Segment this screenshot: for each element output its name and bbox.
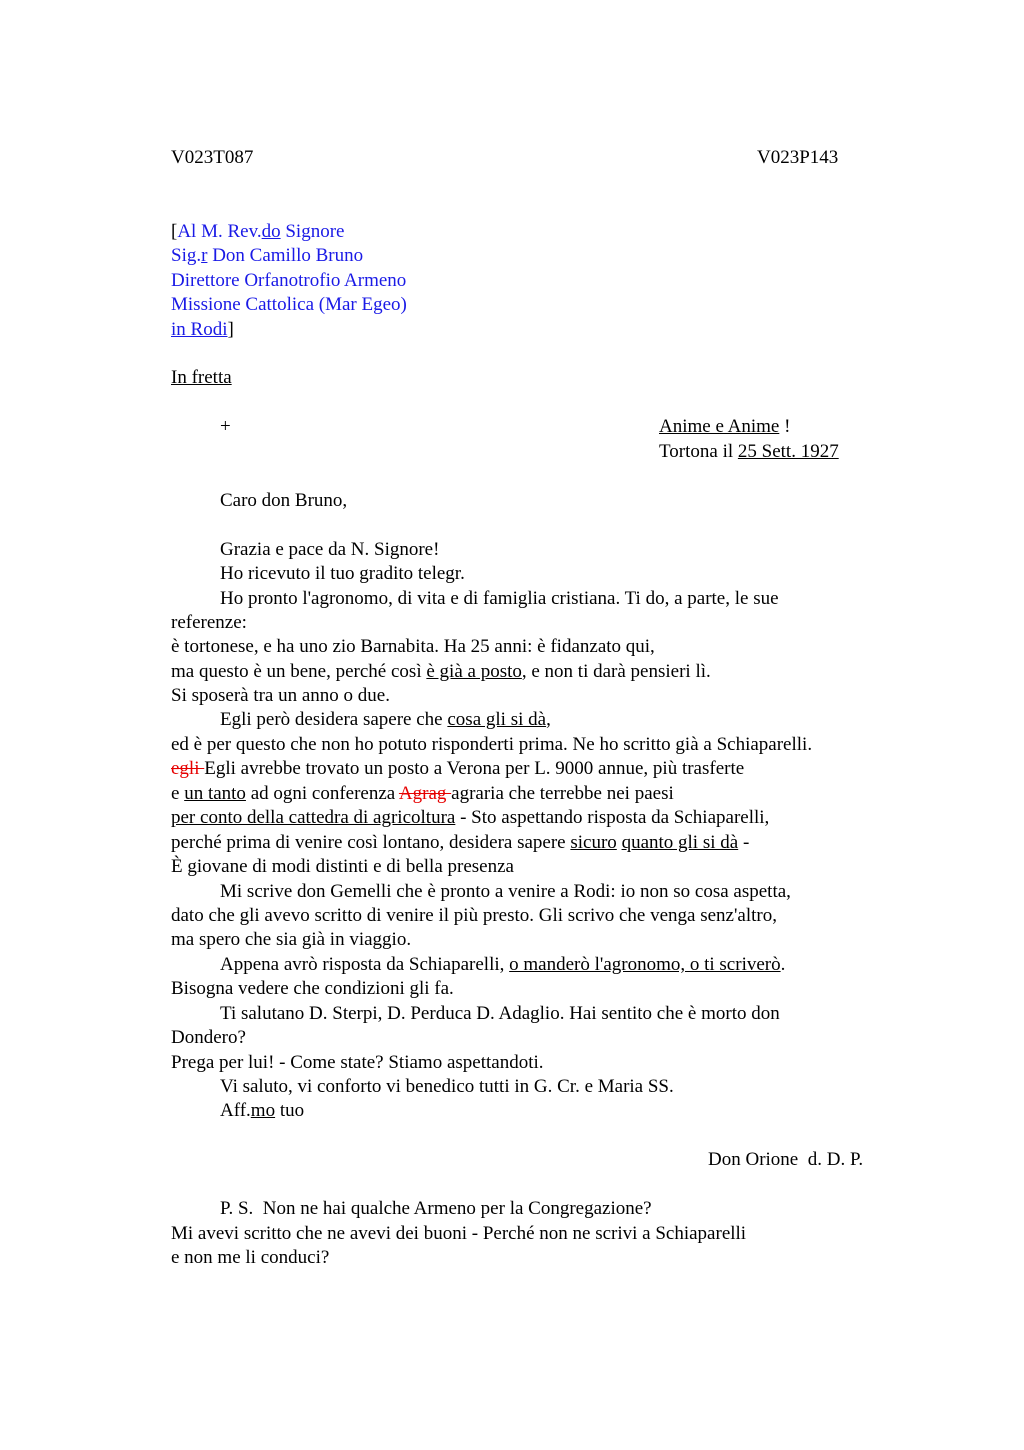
body-line: È giovane di modi distinti e di bella presenza: [171, 856, 514, 877]
postscript-line: P. S. Non ne hai qualche Armeno per la Congregazione?: [220, 1198, 652, 1219]
body-line: Mi scrive don Gemelli che è pronto a venire a Rodi: io non so cosa aspetta,: [220, 881, 791, 902]
body-line: per conto della cattedra di agricoltura - Sto aspettando risposta da Schiaparelli,: [171, 807, 770, 828]
body-line: e un tanto ad ogni conferenza Agrag agraria che terrebbe nei paesi: [171, 783, 674, 804]
postscript-line: e non me li conduci?: [171, 1247, 330, 1268]
body-line: ma spero che sia già in viaggio.: [171, 929, 412, 950]
address-line-2: Sig.r Don Camillo Bruno: [171, 245, 364, 266]
address-line-3: Direttore Orfanotrofio Armeno: [171, 270, 407, 291]
deleted-text: Agrag: [398, 783, 452, 804]
address-line-5: in Rodi]: [171, 319, 234, 340]
deleted-text: egli: [171, 758, 205, 779]
body-line: referenze:: [171, 612, 247, 633]
document-code-left: V023T087: [171, 147, 254, 168]
motto: Anime e Anime !: [659, 416, 791, 437]
urgency-note: In fretta: [171, 367, 232, 388]
address-line-4: Missione Cattolica (Mar Egeo): [171, 294, 407, 315]
place-date: Tortona il 25 Sett. 1927: [659, 441, 839, 462]
body-line: è tortonese, e ha uno zio Barnabita. Ha 25 anni: è fidanzato qui,: [171, 636, 655, 657]
body-line: dato che gli avevo scritto di venire il più presto. Gli scrivo che venga senz'altro,: [171, 905, 777, 926]
body-line: Si sposerà tra un anno o due.: [171, 685, 390, 706]
body-line: Aff.mo tuo: [220, 1100, 305, 1121]
body-line: Prega per lui! - Come state? Stiamo aspettandoti.: [171, 1052, 544, 1073]
body-line: ma questo è un bene, perché così è già a posto, e non ti darà pensieri lì.: [171, 661, 711, 682]
body-line: Dondero?: [171, 1027, 246, 1048]
body-line: Appena avrò risposta da Schiaparelli, o manderò l'agronomo, o ti scriverò.: [220, 954, 786, 975]
body-line: ed è per questo che non ho potuto risponderti prima. Ne ho scritto già a Schiaparelli.: [171, 734, 813, 755]
body-line: perché prima di venire così lontano, desidera sapere sicuro quanto gli si dà -: [171, 832, 750, 853]
signature: Don Orione d. D. P.: [708, 1149, 864, 1170]
body-line: Vi saluto, vi conforto vi benedico tutti in G. Cr. e Maria SS.: [220, 1076, 674, 1097]
address-line-1: [Al M. Rev.do Signore: [171, 221, 345, 242]
body-line: Grazia e pace da N. Signore!: [220, 539, 440, 560]
body-line: egli Egli avrebbe trovato un posto a Verona per L. 9000 annue, più trasferte: [171, 758, 745, 779]
body-line: Bisogna vedere che condizioni gli fa.: [171, 978, 454, 999]
body-line: Ho ricevuto il tuo gradito telegr.: [220, 563, 465, 584]
body-line: Egli però desidera sapere che cosa gli si dà,: [220, 709, 551, 730]
body-line: Ho pronto l'agronomo, di vita e di famiglia cristiana. Ti do, a parte, le sue: [220, 588, 779, 609]
cross-mark: +: [220, 416, 231, 437]
salutation: Caro don Bruno,: [220, 490, 348, 511]
body-line: Ti salutano D. Sterpi, D. Perduca D. Adaglio. Hai sentito che è morto don: [220, 1003, 780, 1024]
document-code-right: V023P143: [757, 147, 839, 168]
postscript-line: Mi avevi scritto che ne avevi dei buoni - Perché non ne scrivi a Schiaparelli: [171, 1223, 747, 1244]
